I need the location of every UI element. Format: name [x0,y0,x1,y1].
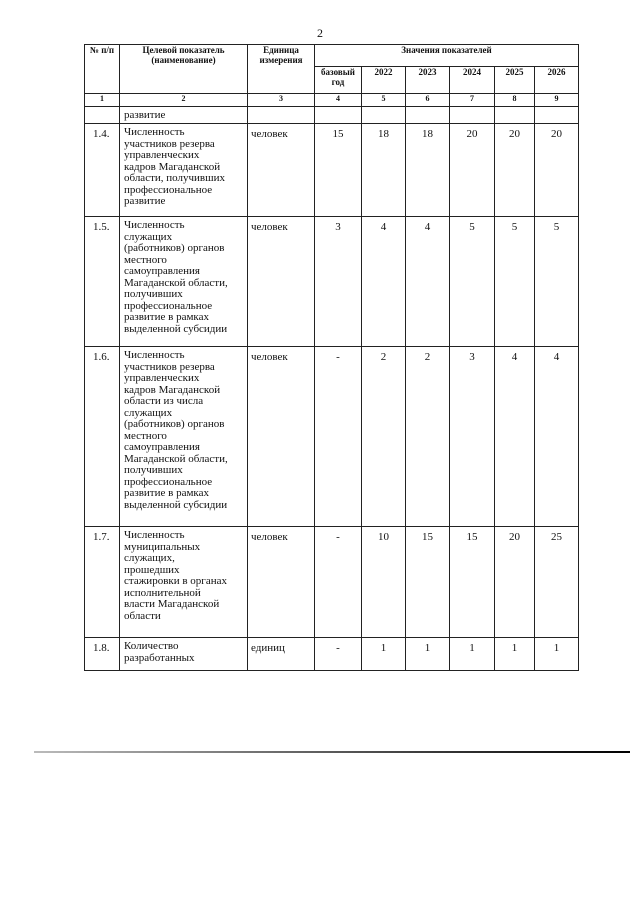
table-row [85,347,579,527]
header-year: базовый год [315,67,362,94]
header-num: № п/п [85,45,120,94]
value-cell: 4 [535,347,579,527]
header-unit: Единица измерения [248,45,315,94]
unit-cell: человек [248,217,315,347]
indicator-name-line: профессиональное [124,475,213,488]
indicator-name [120,107,248,124]
indicator-name-line: кадров Магаданской [124,160,221,173]
indicator-name-line: Магаданской области, [124,452,228,465]
header-year: 2026 [535,67,579,94]
column-index: 6 [406,94,450,107]
table-row [85,217,579,347]
indicator-name-line: самоуправления [124,265,200,277]
indicator-name-line: (работников) органов [124,242,225,254]
value-cell: 1 [450,638,495,671]
indicator-name-line: области [124,609,161,622]
header-year: 2025 [495,67,535,94]
indicator-name-line: Численность [124,529,185,541]
header-year: 2023 [406,67,450,94]
unit-cell: человек [248,124,315,217]
row-number: 1.5. [85,217,120,347]
value-cell: 2 [362,347,406,527]
value-cell: 4 [495,347,535,527]
value-cell: 1 [495,638,535,671]
value-cell: 10 [362,527,406,638]
value-cell: 3 [450,347,495,527]
indicators-table [84,44,579,671]
value-cell: 20 [535,124,579,217]
column-index: 3 [248,94,315,107]
value-cell [362,107,406,124]
value-cell: 25 [535,527,579,638]
table-row [85,527,579,638]
unit-cell [248,107,315,124]
value-cell: 4 [406,217,450,347]
unit-cell: единиц [248,638,315,671]
value-cell: - [315,638,362,671]
value-cell: 5 [450,217,495,347]
indicator-name-line: развитие [124,195,166,207]
unit-cell: человек [248,347,315,527]
indicator-name-line: служащих [124,406,173,419]
header-year: 2022 [362,67,406,94]
indicator-name-line: муниципальных [124,540,201,553]
row-number: 1.4. [85,124,120,217]
indicator-name-line: местного [124,253,167,266]
indicator-name-line: выделенной субсидии [124,498,228,511]
value-cell: 15 [450,527,495,638]
table-row [85,124,579,217]
column-index: 4 [315,94,362,107]
indicator-name-line: служащих, [124,552,175,564]
indicator-name [120,124,248,217]
indicator-name-line: самоуправления [124,441,200,453]
column-index: 8 [495,94,535,107]
value-cell: 18 [406,124,450,217]
indicator-name [120,527,248,638]
indicator-name-line: (работников) органов [124,418,225,430]
value-cell: 2 [406,347,450,527]
table-row [85,107,579,124]
header-year: 2024 [450,67,495,94]
indicator-name-line: Численность [124,219,185,231]
indicator-name-line: власти Магаданской [124,598,220,610]
value-cell: - [315,347,362,527]
value-cell: 5 [495,217,535,347]
indicator-name-line: получивших [124,464,183,476]
indicator-name-line: профессиональное [124,183,213,196]
row-number [85,107,120,124]
value-cell: 15 [406,527,450,638]
indicator-name-line: Численность [124,126,185,138]
indicator-name-line: управленческих [124,372,200,384]
indicator-name-line: области из числа [124,395,204,407]
value-cell: 18 [362,124,406,217]
header-name: Целевой показатель (наименование) [120,45,248,94]
indicator-name-line: выделенной субсидии [124,322,228,335]
column-index: 9 [535,94,579,107]
column-index: 2 [120,94,248,107]
value-cell: 1 [406,638,450,671]
indicator-name-line: прошедших [124,563,180,576]
column-index: 7 [450,94,495,107]
table-row [85,638,579,671]
value-cell: 20 [495,527,535,638]
indicator-name-line: управленческих [124,149,200,161]
value-cell [406,107,450,124]
indicator-name-line: развитие в рамках [124,311,209,323]
indicator-name-line: Магаданской области, [124,276,228,289]
indicator-name [120,217,248,347]
value-cell: 4 [362,217,406,347]
value-cell: 1 [362,638,406,671]
value-cell: - [315,527,362,638]
indicator-name-line: профессиональное [124,299,213,312]
indicator-name [120,638,248,671]
indicator-name-line: развитие [124,109,166,121]
indicator-name-line: области, получивших [124,172,225,184]
value-cell: 20 [495,124,535,217]
value-cell [450,107,495,124]
row-number: 1.8. [85,638,120,671]
indicator-name [120,347,248,527]
unit-cell: человек [248,527,315,638]
value-cell: 15 [315,124,362,217]
row-number: 1.6. [85,347,120,527]
column-index: 1 [85,94,120,107]
value-cell [495,107,535,124]
indicator-name-line: кадров Магаданской [124,383,221,396]
indicator-name-line: служащих [124,230,173,243]
page-number: 2 [317,26,323,40]
page-bottom-rule [34,751,630,753]
indicator-name-line: исполнительной [124,586,201,599]
row-number: 1.7. [85,527,120,638]
indicator-name-line: участников резерва [124,360,215,373]
indicator-name-line: получивших [124,288,183,300]
indicator-name-line: разработанных [124,651,195,664]
indicator-name-line: развитие в рамках [124,487,209,499]
value-cell: 20 [450,124,495,217]
column-index: 5 [362,94,406,107]
indicator-name-line: Количество [124,640,179,652]
value-cell: 5 [535,217,579,347]
indicator-name-line: местного [124,429,167,442]
value-cell [535,107,579,124]
value-cell: 1 [535,638,579,671]
value-cell [315,107,362,124]
indicator-name-line: Численность [124,349,185,361]
header-values: Значения показателей [315,45,579,67]
indicator-name-line: участников резерва [124,137,215,150]
value-cell: 3 [315,217,362,347]
indicator-name-line: стажировки в органах [124,575,227,587]
